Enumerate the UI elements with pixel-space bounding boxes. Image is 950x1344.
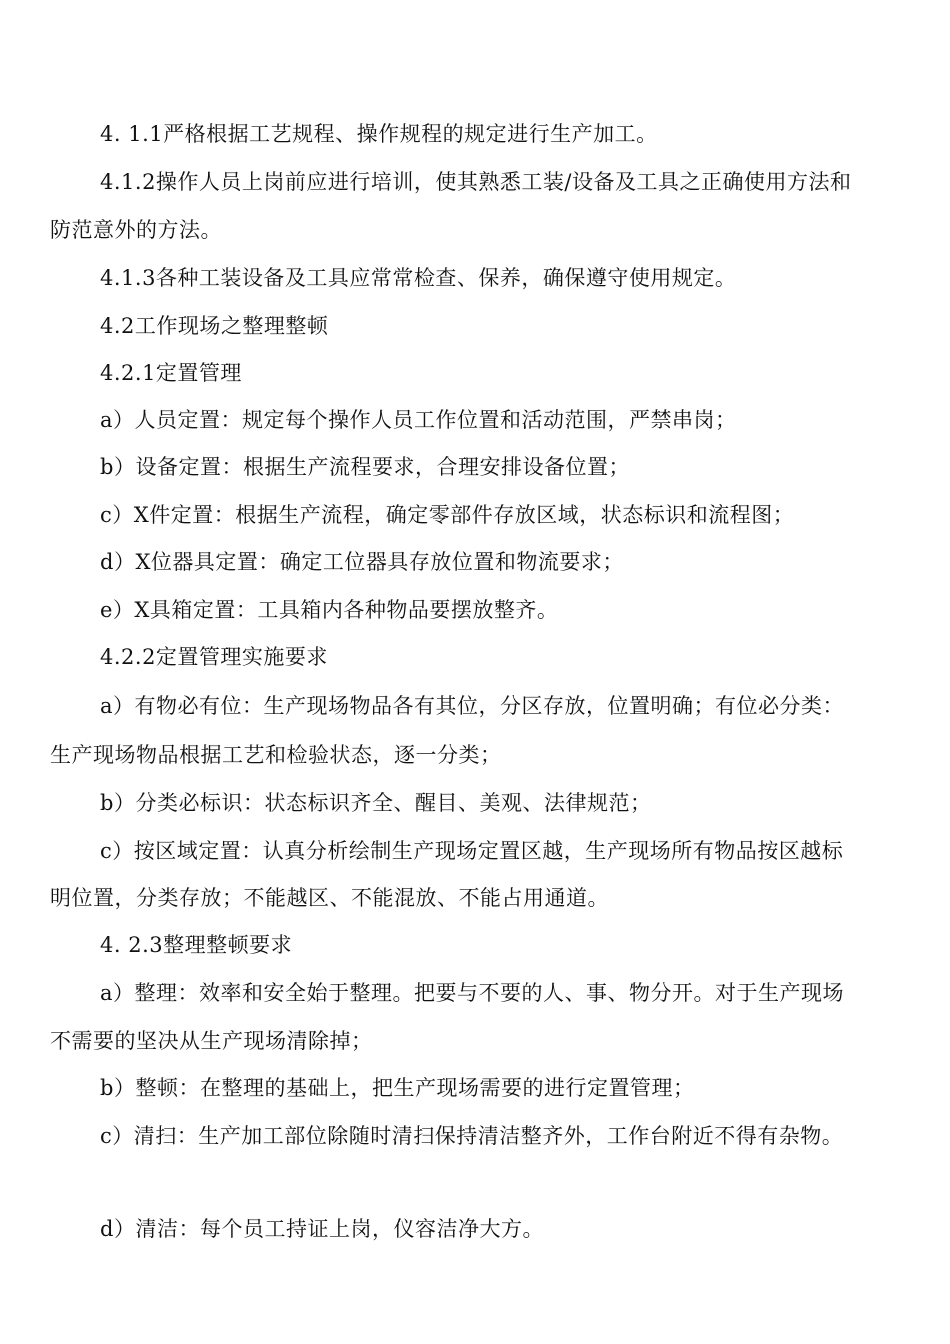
paragraph-4-1-3: 4.1.3各种工装设备及工具应常常检查、保养，确保遵守使用规定。 bbox=[100, 266, 737, 290]
list-item-d-standardize: d）清洁：每个员工持证上岗，仪容洁净大方。 bbox=[100, 1217, 544, 1241]
heading-4-2-3: 4. 2.3整理整顿要求 bbox=[100, 933, 293, 957]
list-item-c-parts: c）X件定置：根据生产流程，确定零部件存放区域，状态标识和流程图； bbox=[100, 503, 795, 527]
heading-4-2-2: 4.2.2定置管理实施要求 bbox=[100, 645, 328, 669]
list-item-e-toolbox: e）X具箱定置：工具箱内各种物品要摆放整齐。 bbox=[100, 598, 559, 622]
list-item-a-sort-line-1: a）整理：效率和安全始于整理。把要与不要的人、事、物分开。对于生产现场 bbox=[100, 981, 845, 1005]
list-item-b-marking: b）分类必标识：状态标识齐全、醒目、美观、法律规范； bbox=[100, 791, 652, 815]
list-item-a-position-line-2: 生产现场物品根据工艺和检验状态，逐一分类； bbox=[50, 743, 502, 767]
paragraph-4-1-2-line-2: 防范意外的方法。 bbox=[50, 218, 222, 242]
list-item-a-personnel: a）人员定置：规定每个操作人员工作位置和活动范围，严禁串岗； bbox=[100, 408, 737, 432]
list-item-c-zones-line-2: 明位置，分类存放；不能越区、不能混放、不能占用通道。 bbox=[50, 886, 609, 910]
list-item-b-set-in-order: b）整顿：在整理的基础上，把生产现场需要的进行定置管理； bbox=[100, 1076, 695, 1100]
heading-4-2: 4.2工作现场之整理整顿 bbox=[100, 314, 329, 338]
list-item-b-equipment: b）设备定置：根据生产流程要求，合理安排设备位置； bbox=[100, 455, 630, 479]
heading-4-2-1: 4.2.1定置管理 bbox=[100, 361, 242, 385]
list-item-a-position-line-1: a）有物必有位：生产现场物品各有其位，分区存放，位置明确；有位必分类： bbox=[100, 694, 845, 718]
list-item-c-zones-line-1: c）按区域定置：认真分析绘制生产现场定置区越，生产现场所有物品按区越标 bbox=[100, 839, 844, 863]
list-item-c-sweep: c）清扫：生产加工部位除随时清扫保持清洁整齐外，工作台附近不得有杂物。 bbox=[100, 1124, 844, 1148]
list-item-a-sort-line-2: 不需要的坚决从生产现场清除掉； bbox=[50, 1029, 373, 1053]
paragraph-4-1-2-line-1: 4.1.2操作人员上岗前应进行培训，使其熟悉工装/设备及工具之正确使用方法和 bbox=[100, 170, 852, 194]
paragraph-4-1-1: 4. 1.1严格根据工艺规程、操作规程的规定进行生产加工。 bbox=[100, 122, 658, 146]
list-item-d-fixtures: d）X位器具定置：确定工位器具存放位置和物流要求； bbox=[100, 550, 624, 574]
